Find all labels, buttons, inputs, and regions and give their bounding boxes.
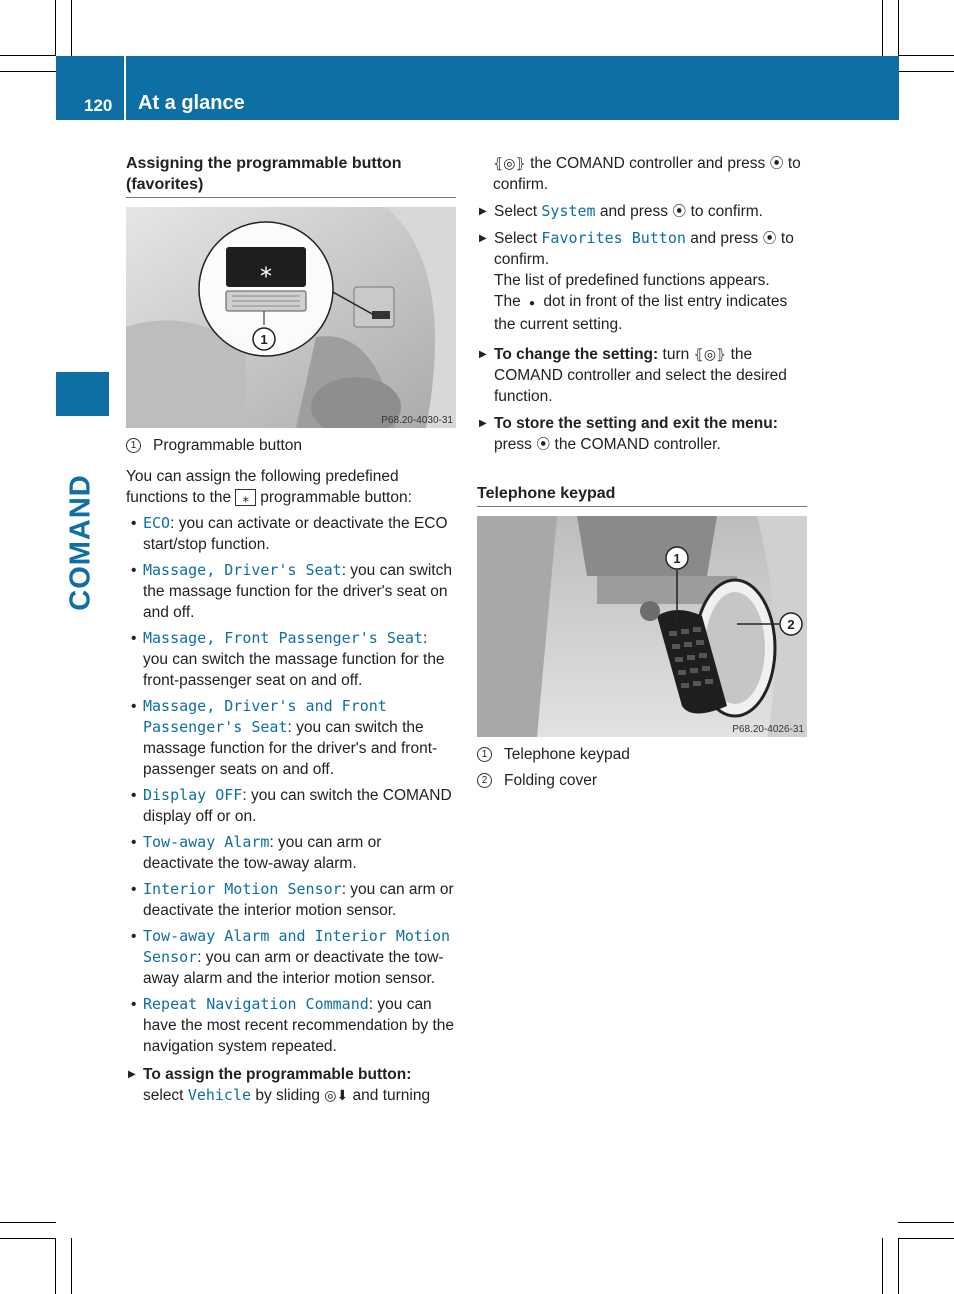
press-controller-icon: ⦿ — [762, 230, 777, 246]
list-item: • Display OFF: you can switch the COMAND display off or on. — [126, 785, 456, 827]
crop-mark — [898, 0, 899, 56]
crop-mark — [71, 0, 72, 56]
function-list — [126, 513, 456, 1057]
crop-mark — [0, 71, 56, 72]
crop-mark — [0, 1238, 56, 1239]
assign-step: ▶ To assign the programmable button: select Vehicle by sliding ◎⬇ and turning — [126, 1064, 456, 1106]
programmable-button-icon: ⁎ — [260, 255, 272, 283]
turn-controller-icon: ⦃◎⦄ — [493, 155, 526, 171]
crop-mark — [898, 1238, 954, 1239]
keypad-illustration — [477, 516, 807, 737]
crop-mark — [898, 55, 954, 56]
side-tab — [56, 372, 109, 416]
star-button-icon: ⁎ — [235, 489, 256, 506]
caption-programmable-button — [126, 435, 456, 456]
crop-mark — [55, 1238, 56, 1294]
select-system-step: ▶ Select System and press ⦿ to confirm. — [477, 201, 807, 222]
list-item: • Massage, Driver's Seat: you can switch the massage function for the driver's seat on and off. — [126, 560, 456, 623]
crop-mark — [898, 1222, 954, 1223]
figure-ref: P68.20-4030-31 — [381, 415, 453, 426]
dot-note: The ● dot in front of the list entry indicates the current setting. — [494, 293, 788, 333]
figure-ref: P68.20-4026-31 — [732, 724, 804, 735]
callout-1-icon: 1 — [126, 438, 141, 453]
caption-text: Programmable button — [153, 437, 303, 454]
continued-step: ⦃◎⦄ the COMAND controller and press ⦿ to confirm. — [493, 155, 801, 193]
list-item: • Tow-away Alarm and Interior Motion Sensor: you can arm or deactivate the tow-away alarm and the interior motion sensor. — [126, 926, 456, 989]
turn-controller-icon: ⦃◎⦄ — [693, 346, 727, 362]
dot-icon: ● — [529, 298, 536, 309]
figure-telephone-keypad — [477, 516, 807, 737]
list-appears-text: The list of predefined functions appears. — [494, 272, 770, 289]
crop-mark — [55, 0, 56, 56]
callout-1-icon: 1 — [477, 747, 492, 762]
crop-mark — [71, 1238, 72, 1294]
list-item: • ECO: you can activate or deactivate the ECO start/stop function. — [126, 513, 456, 555]
callout-2-icon: 2 — [477, 773, 492, 788]
console-illustration — [126, 207, 456, 428]
page-number: 120 — [84, 96, 113, 115]
callout-1: 1 — [260, 332, 268, 347]
list-item: • Tow-away Alarm: you can arm or deactivate the tow-away alarm. — [126, 832, 456, 874]
list-item: • Massage, Front Passenger's Seat: you can switch the massage function for the front-passenger seat on and off. — [126, 628, 456, 691]
crop-mark — [0, 1222, 56, 1223]
store-setting-step: ▶ To store the setting and exit the menu: press ⦿ the COMAND controller. — [477, 413, 807, 455]
intro-paragraph: You can assign the following predefined functions to the ⁎ programmable button: — [126, 468, 412, 506]
caption-telephone-keypad: 1 Telephone keypad — [477, 744, 807, 765]
select-favorites-step: ▶ Select Favorites Button and press ⦿ to confirm. The list of predefined functions appears. The ● dot in front of the list entry indicates the current setting. — [477, 228, 807, 335]
press-controller-icon: ⦿ — [536, 436, 551, 452]
crop-mark — [882, 0, 883, 56]
right-column — [477, 153, 807, 791]
list-item: • Massage, Driver's and Front Passenger's Seat: you can switch the massage function for the driver's and front-passenger seats on and off. — [126, 696, 456, 780]
left-column — [126, 153, 456, 1106]
figure-programmable-button — [126, 207, 456, 428]
crop-mark — [898, 71, 954, 72]
crop-mark — [0, 55, 56, 56]
section-heading: Assigning the programmable button (favorites) — [126, 153, 456, 198]
press-controller-icon: ⦿ — [672, 203, 687, 219]
press-controller-icon: ⦿ — [769, 155, 784, 171]
telephone-keypad-heading: Telephone keypad — [477, 483, 807, 507]
change-setting-step: ▶ To change the setting: turn ⦃◎⦄ the COMAND controller and select the desired function. — [477, 344, 807, 407]
crop-mark — [882, 1238, 883, 1294]
list-item: • Repeat Navigation Command: you can have the most recent recommendation by the navigation system repeated. — [126, 994, 456, 1057]
list-item: • Interior Motion Sensor: you can arm or deactivate the interior motion sensor. — [126, 879, 456, 921]
slide-controller-icon: ◎⬇ — [324, 1087, 349, 1103]
header-separator — [124, 56, 126, 120]
callout-1: 1 — [673, 551, 681, 566]
caption-folding-cover: 2 Folding cover — [477, 770, 807, 791]
section-title: At a glance — [138, 92, 245, 114]
callout-2: 2 — [787, 617, 795, 632]
crop-mark — [898, 1238, 899, 1294]
